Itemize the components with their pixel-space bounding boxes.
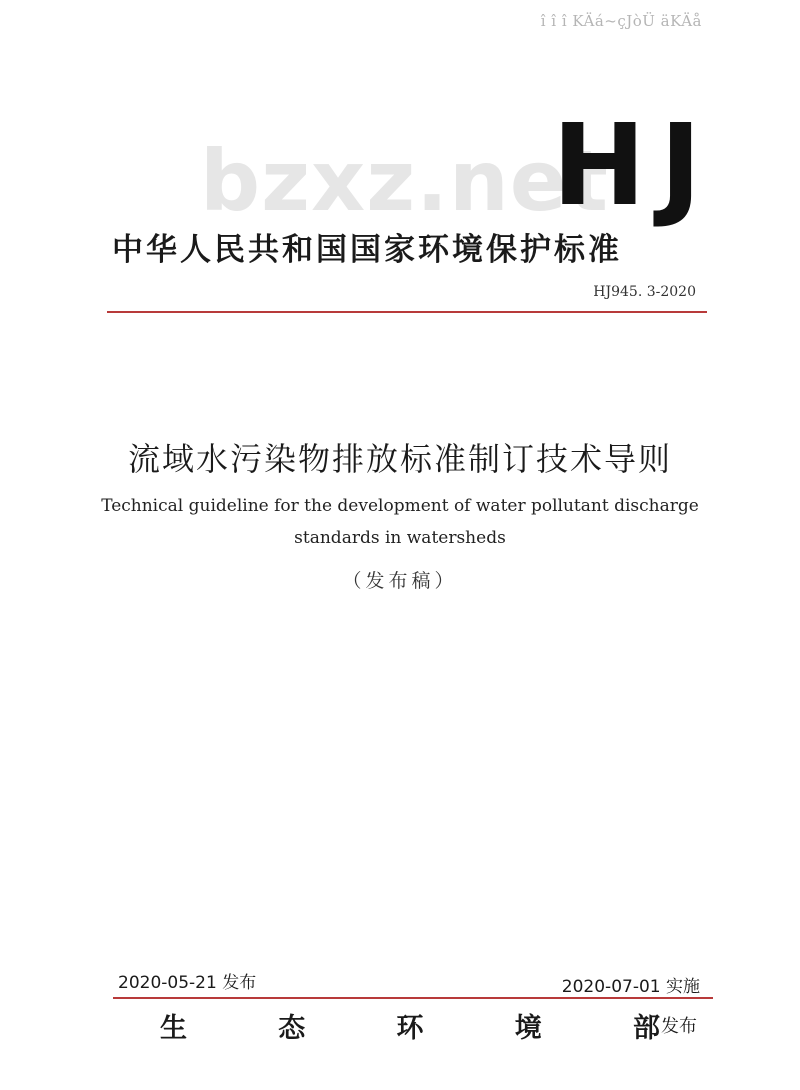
corner-note: î î î KÄá~çJòÜ äKÄå bbox=[540, 12, 702, 30]
hj-logo: HJ bbox=[552, 101, 716, 231]
ministry-char: 部 bbox=[633, 1013, 660, 1044]
watermark: bzxz.net bbox=[200, 132, 609, 230]
ministry-char: 生 bbox=[160, 1013, 187, 1044]
issue-date: 2020-05-21 发布 bbox=[118, 973, 257, 993]
standard-number: HJ945. 3-2020 bbox=[593, 284, 696, 300]
bottom-divider bbox=[113, 997, 713, 999]
draft-note: （发布稿） bbox=[342, 570, 458, 592]
publish-word: 发布 bbox=[661, 1016, 697, 1037]
ministry-char: 环 bbox=[396, 1013, 424, 1044]
standard-class: 中华人民共和国国家环境保护标准 bbox=[112, 232, 622, 268]
ministry-char: 境 bbox=[514, 1013, 542, 1044]
document-title-en: Technical guideline for the development of water pollutant discharge standards in watersheds bbox=[101, 496, 699, 548]
ministry-name bbox=[160, 1006, 660, 1045]
implementation-date: 2020-07-01 实施 bbox=[561, 977, 700, 997]
top-divider bbox=[107, 311, 707, 313]
ministry-char: 态 bbox=[278, 1013, 306, 1044]
document-title-cn: 流域水污染物排放标准制订技术导则 bbox=[127, 440, 672, 478]
